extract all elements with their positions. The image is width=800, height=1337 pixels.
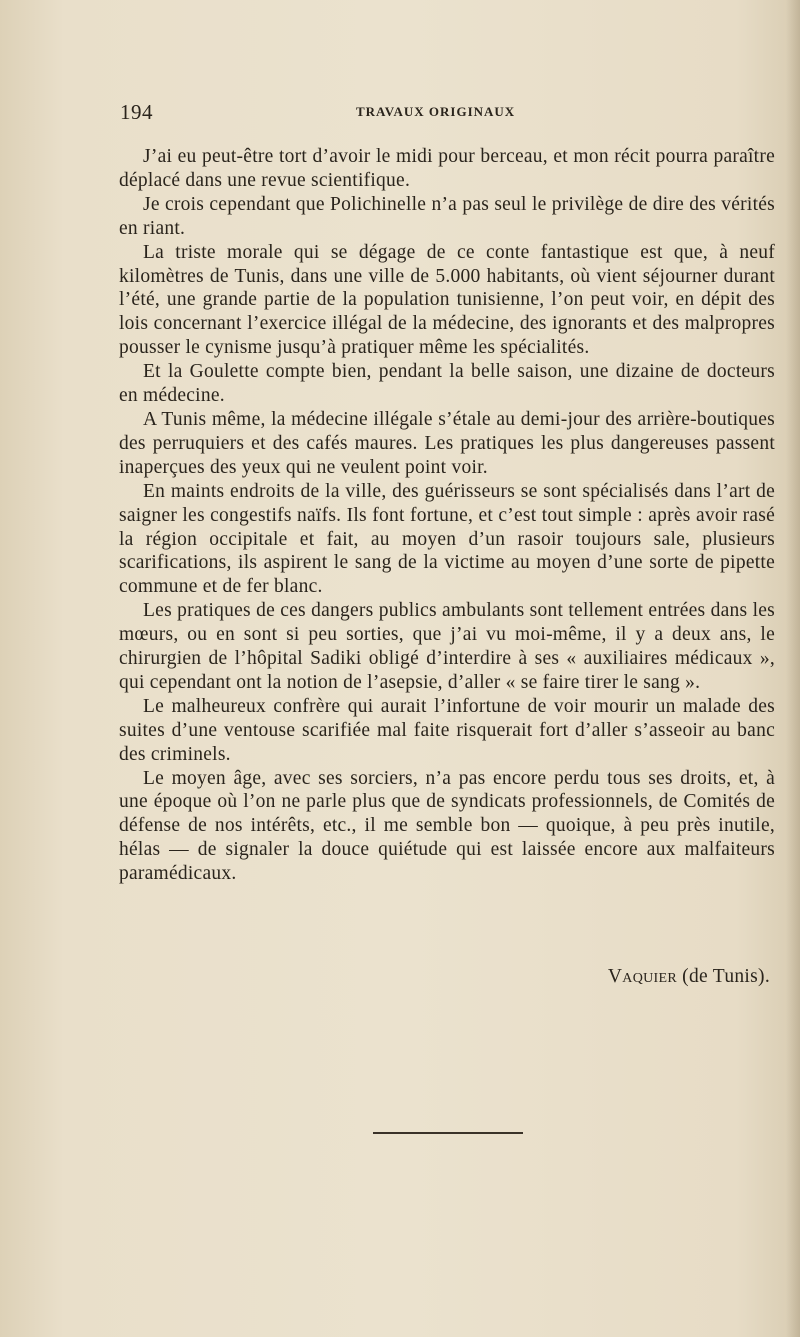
page-header bbox=[120, 100, 540, 130]
paragraph: A Tunis même, la médecine illégale s’étale au demi-jour des arrière-boutiques des perruquiers et des cafés maures. Les pratiques les plus dangereuses passent inaperçues des yeux qui ne veulent point voir. bbox=[119, 408, 775, 478]
author-place: (de Tunis). bbox=[682, 966, 770, 987]
author-name: Vaquier bbox=[607, 966, 677, 987]
paragraph: En maints endroits de la ville, des guérisseurs se sont spécialisés dans l’art de saigner les congestifs naïfs. Ils font fortune, et c’est tout simple : après avoir rasé la région occipitale et fait, au moyen d’un rasoir toujours sale, plusieurs scarifications, ils aspirent le sang de la victime au moyen d’une sorte de pipette commune et de fer blanc. bbox=[119, 480, 775, 598]
paragraph: La triste morale qui se dégage de ce conte fantastique est que, à neuf kilomètres de Tunis, dans une ville de 5.000 habitants, où vient séjourner durant l’été, une grande partie de la population tunisienne, l’on peut voir, en dépit des lois concernant l’exercice illégal de la médecine, des ignorants et des malpropres pousser le cynisme jusqu’à pratiquer même les spécialités. bbox=[119, 241, 775, 359]
paragraph: Et la Goulette compte bien, pendant la belle saison, une dizaine de docteurs en médecine. bbox=[119, 361, 775, 407]
author-signature bbox=[608, 966, 770, 988]
paragraph: J’ai eu peut-être tort d’avoir le midi pour berceau, et mon récit pourra paraître déplacé dans une revue scientifique. bbox=[119, 146, 775, 191]
running-title: TRAVAUX ORIGINAUX bbox=[356, 104, 516, 119]
paragraph: Le malheureux confrère qui aurait l’infortune de voir mourir un malade des suites d’une ventouse scarifiée mal faite risquerait fort d’aller s’asseoir au banc des criminels. bbox=[119, 695, 775, 765]
paragraph: Je crois cependant que Polichinelle n’a pas seul le privilège de dire des vérités en riant. bbox=[119, 193, 775, 239]
paragraph: Le moyen âge, avec ses sorciers, n’a pas encore perdu tous ses droits, et, à une époque où l’on ne parle plus que de syndicats professionnels, de Comités de défense de nos intérêts, etc., il me semble bon — quoique, à peu près inutile, hélas — de signaler la douce quiétude qui est laissée encore aux malfaiteurs paramédicaux. bbox=[119, 767, 775, 885]
page-edge-shadow bbox=[786, 0, 800, 1337]
paragraph: Les pratiques de ces dangers publics ambulants sont tellement entrées dans les mœurs, ou en sont si peu sorties, que j’ai vu moi-même, il y a deux ans, le chirurgien de l’hôpital Sadiki obligé d’interdire à ses « auxiliaires médicaux », qui cependant ont la notion de l’asepsie, d’aller « se faire tirer le sang ». bbox=[119, 600, 775, 693]
article-body bbox=[119, 145, 775, 886]
section-divider bbox=[373, 1132, 523, 1134]
page-number: 194 bbox=[120, 100, 153, 124]
